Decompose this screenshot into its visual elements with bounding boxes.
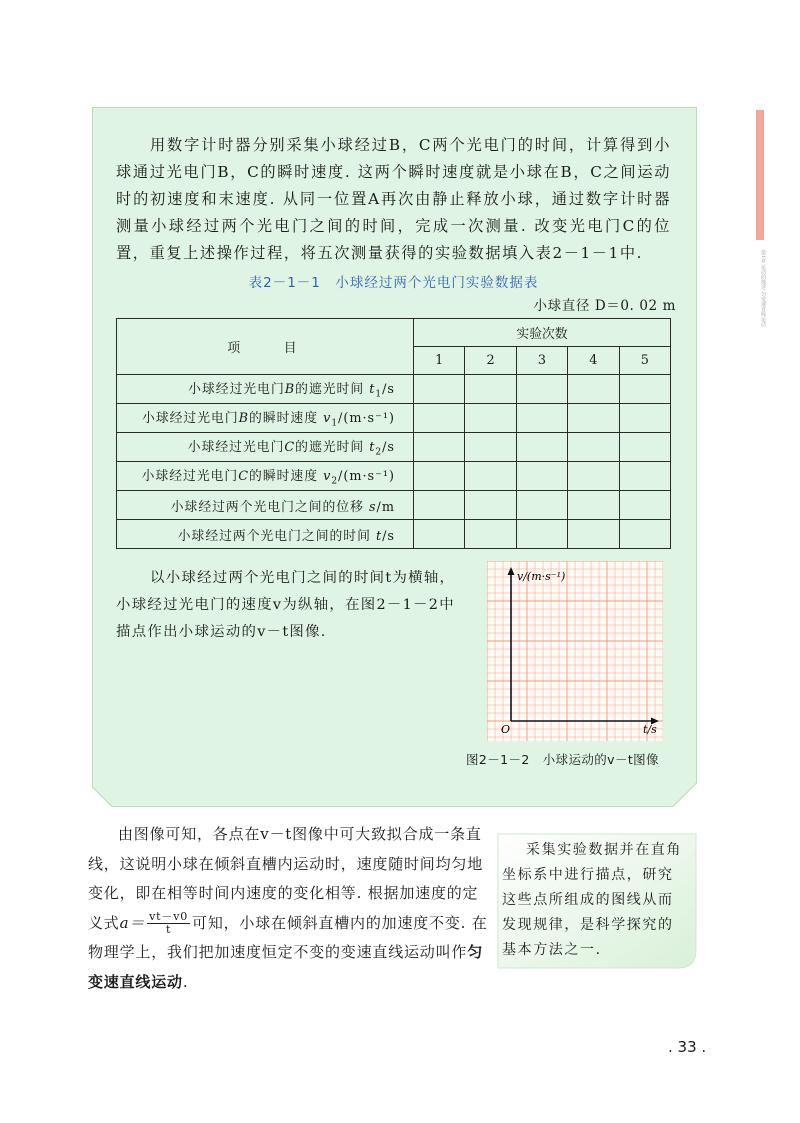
data-cell[interactable] (516, 433, 567, 462)
data-cell[interactable] (619, 462, 670, 491)
header-item: 项 目 (117, 319, 414, 375)
page-number: . 33 . (668, 1038, 707, 1056)
data-cell[interactable] (465, 491, 516, 520)
data-cell[interactable] (516, 375, 567, 404)
data-cell[interactable] (619, 491, 670, 520)
data-cell[interactable] (619, 433, 670, 462)
data-cell[interactable] (619, 404, 670, 433)
y-axis-label: v/(m·s⁻¹) (517, 570, 566, 583)
data-cell[interactable] (414, 404, 465, 433)
data-cell[interactable] (568, 375, 619, 404)
intro-paragraph: 用数字计时器分别采集小球经过B，C两个光电门的时间，计算得到小球通过光电门B，C的瞬时速度. 这两个瞬时速度就是小球在B，C之间运动时的初速度和末速度. 从同一位置A再次由静止释放小球，通过数字计时器测量小球经过两个光电门之间的时间，完成一次测量. 改变光电门C的位置，重复上述操作过程，将五次测量获得的实验数据填入表2－1－1中. (116, 136, 671, 262)
data-cell[interactable] (568, 491, 619, 520)
trial-col-5: 5 (619, 347, 670, 375)
x-axis-label: t/s (643, 723, 657, 736)
data-cell[interactable] (619, 375, 670, 404)
side-note-text: 采集实验数据并在直角坐标系中进行描点，研究这些点所组成的图线从而发现规律，是科学探究的基本方法之一. (502, 842, 682, 958)
row-label-tB: 小球经过光电门B的遮光时间 $t_1/s$ (117, 375, 414, 404)
data-cell[interactable] (465, 433, 516, 462)
trial-col-3: 3 (516, 347, 567, 375)
row-label-vB: 小球经过光电门B的瞬时速度 $v_1/(m\cdot s^{-1})$ (117, 404, 414, 433)
table-row (117, 404, 671, 433)
conclusion-paragraph: 由图像可知，各点在v－t图像中可大致拟合成一条直线，这说明小球在倾斜直槽内运动时，速度随时间均匀地变化，即在相等时间内速度的变化相等. 根据加速度的定义式a＝ $\frac{vt-v0}{t}$ 可知，小球在倾斜直槽内的加速度不变. 在物理学上，我们把加速度恒定不变的变速直线运动叫作匀变速直线运动. (88, 825, 488, 991)
ball-diameter-note: 小球直径 D＝0. 02 m (533, 298, 676, 314)
table-row (117, 491, 671, 520)
experiment-data-table (116, 318, 671, 549)
header-trials: 实验次数 (414, 319, 671, 347)
figure-caption: 图2－1－2 小球运动的v－t图像 (466, 752, 659, 767)
data-cell[interactable] (568, 433, 619, 462)
data-cell[interactable] (414, 375, 465, 404)
acceleration-formula: $\frac{vt-v0}{t}$ (149, 910, 189, 936)
table-row (117, 520, 671, 549)
chapter-side-text: 第1章 运动的描述 匀变速直线运动 (760, 250, 766, 327)
row-label-vC: 小球经过光电门C的瞬时速度 $v_2/(m\cdot s^{-1})$ (117, 462, 414, 491)
row-label-t: 小球经过两个光电门之间的时间 t/s (117, 520, 414, 549)
data-cell[interactable] (414, 433, 465, 462)
table-row (117, 375, 671, 404)
row-label-tC: 小球经过光电门C的遮光时间 $t_2/s$ (117, 433, 414, 462)
data-cell[interactable] (465, 375, 516, 404)
table-row (117, 462, 671, 491)
trial-col-4: 4 (568, 347, 619, 375)
data-cell[interactable] (568, 520, 619, 549)
data-cell[interactable] (465, 520, 516, 549)
trial-col-2: 2 (465, 347, 516, 375)
key-term: 匀变速直线运动 (88, 943, 484, 991)
data-cell[interactable] (465, 404, 516, 433)
data-cell[interactable] (568, 462, 619, 491)
data-cell[interactable] (414, 520, 465, 549)
trial-col-1: 1 (414, 347, 465, 375)
data-cell[interactable] (516, 462, 567, 491)
plot-instruction: 以小球经过两个光电门之间的时间t为横轴，小球经过光电门的速度v为纵轴，在图2－1－2中描点作出小球运动的v－t图像. (116, 570, 456, 640)
data-cell[interactable] (414, 462, 465, 491)
data-cell[interactable] (516, 404, 567, 433)
data-cell[interactable] (619, 520, 670, 549)
table-row (117, 433, 671, 462)
chapter-tab-marker (756, 110, 764, 240)
vt-graph[interactable] (487, 561, 663, 741)
table-title: 表2－1－1 小球经过两个光电门实验数据表 (248, 275, 539, 291)
data-cell[interactable] (568, 404, 619, 433)
data-cell[interactable] (414, 491, 465, 520)
vt-graph-svg (487, 561, 663, 741)
row-label-s: 小球经过两个光电门之间的位移 s/m (117, 491, 414, 520)
origin-label: O (501, 723, 511, 736)
data-cell[interactable] (516, 491, 567, 520)
data-cell[interactable] (516, 520, 567, 549)
data-cell[interactable] (465, 462, 516, 491)
